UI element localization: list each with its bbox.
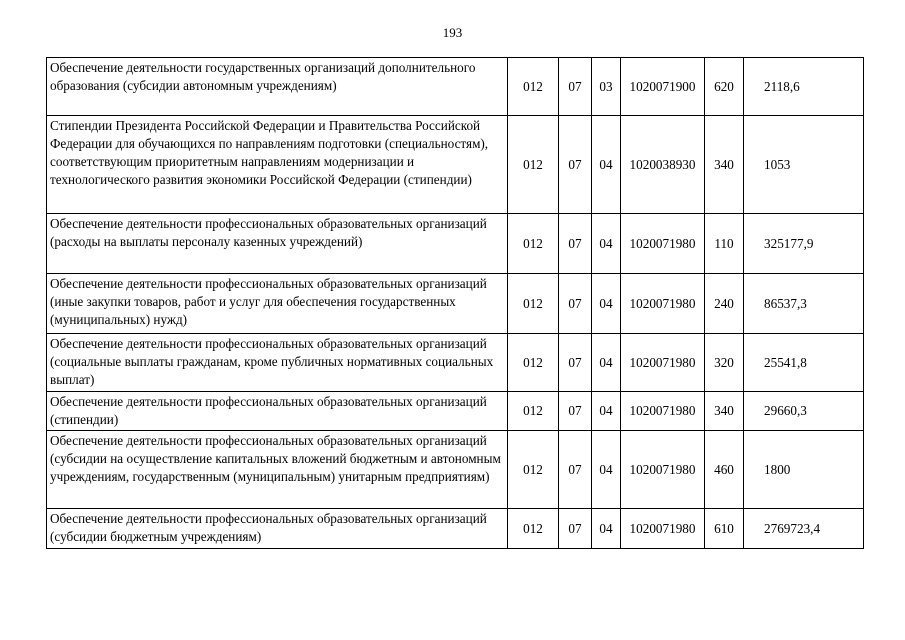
section-code: 07 <box>559 334 592 392</box>
row-name: Обеспечение деятельности профессиональных образовательных организаций (субсидии на осуществление капитальных вложений бюджетным и автономным учреждениям, государственным (муниципальным) унитарным предприятиям) <box>47 431 508 509</box>
target-article-code: 1020071980 <box>621 334 705 392</box>
section-code: 07 <box>559 116 592 214</box>
amount: 29660,3 <box>744 392 864 431</box>
table-row <box>47 392 864 431</box>
target-article-code: 1020071980 <box>621 509 705 549</box>
expense-type-code: 620 <box>705 58 744 116</box>
ministry-code: 012 <box>508 431 559 509</box>
row-name: Обеспечение деятельности профессиональных образовательных организаций (социальные выплаты гражданам, кроме публичных нормативных социальных выплат) <box>47 334 508 392</box>
table-row <box>47 274 864 334</box>
target-article-code: 1020038930 <box>621 116 705 214</box>
row-name: Обеспечение деятельности профессиональных образовательных организаций (расходы на выплаты персоналу казенных учреждений) <box>47 214 508 274</box>
amount: 1053 <box>744 116 864 214</box>
target-article-code: 1020071980 <box>621 431 705 509</box>
expense-type-code: 610 <box>705 509 744 549</box>
subsection-code: 04 <box>592 274 621 334</box>
ministry-code: 012 <box>508 334 559 392</box>
table-row <box>47 116 864 214</box>
amount: 1800 <box>744 431 864 509</box>
section-code: 07 <box>559 392 592 431</box>
budget-table <box>46 57 864 549</box>
amount: 2118,6 <box>744 58 864 116</box>
row-name: Обеспечение деятельности профессиональных образовательных организаций (стипендии) <box>47 392 508 431</box>
expense-type-code: 460 <box>705 431 744 509</box>
amount: 86537,3 <box>744 274 864 334</box>
amount: 2769723,4 <box>744 509 864 549</box>
subsection-code: 03 <box>592 58 621 116</box>
section-code: 07 <box>559 214 592 274</box>
table-row <box>47 431 864 509</box>
row-name: Обеспечение деятельности профессиональных образовательных организаций (субсидии бюджетным учреждениям) <box>47 509 508 549</box>
subsection-code: 04 <box>592 116 621 214</box>
table-row <box>47 509 864 549</box>
subsection-code: 04 <box>592 214 621 274</box>
target-article-code: 1020071900 <box>621 58 705 116</box>
section-code: 07 <box>559 58 592 116</box>
ministry-code: 012 <box>508 509 559 549</box>
subsection-code: 04 <box>592 334 621 392</box>
subsection-code: 04 <box>592 392 621 431</box>
subsection-code: 04 <box>592 509 621 549</box>
ministry-code: 012 <box>508 392 559 431</box>
amount: 325177,9 <box>744 214 864 274</box>
section-code: 07 <box>559 431 592 509</box>
expense-type-code: 240 <box>705 274 744 334</box>
ministry-code: 012 <box>508 274 559 334</box>
subsection-code: 04 <box>592 431 621 509</box>
ministry-code: 012 <box>508 58 559 116</box>
table-row <box>47 58 864 116</box>
table-row <box>47 334 864 392</box>
expense-type-code: 320 <box>705 334 744 392</box>
expense-type-code: 340 <box>705 116 744 214</box>
target-article-code: 1020071980 <box>621 392 705 431</box>
row-name: Стипендии Президента Российской Федерации и Правительства Российской Федерации для обучающихся по направлениям подготовки (специальностям), соответствующим приоритетным направлениям модернизации и технологического развития экономики Российской Федерации (стипендии) <box>47 116 508 214</box>
expense-type-code: 340 <box>705 392 744 431</box>
row-name: Обеспечение деятельности профессиональных образовательных организаций (иные закупки товаров, работ и услуг для обеспечения государственных (муниципальных) нужд) <box>47 274 508 334</box>
amount: 25541,8 <box>744 334 864 392</box>
ministry-code: 012 <box>508 116 559 214</box>
section-code: 07 <box>559 509 592 549</box>
table-row <box>47 214 864 274</box>
ministry-code: 012 <box>508 214 559 274</box>
row-name: Обеспечение деятельности государственных организаций дополнительного образования (субсидии автономным учреждениям) <box>47 58 508 116</box>
section-code: 07 <box>559 274 592 334</box>
page-number: 193 <box>442 25 463 40</box>
target-article-code: 1020071980 <box>621 214 705 274</box>
target-article-code: 1020071980 <box>621 274 705 334</box>
expense-type-code: 110 <box>705 214 744 274</box>
